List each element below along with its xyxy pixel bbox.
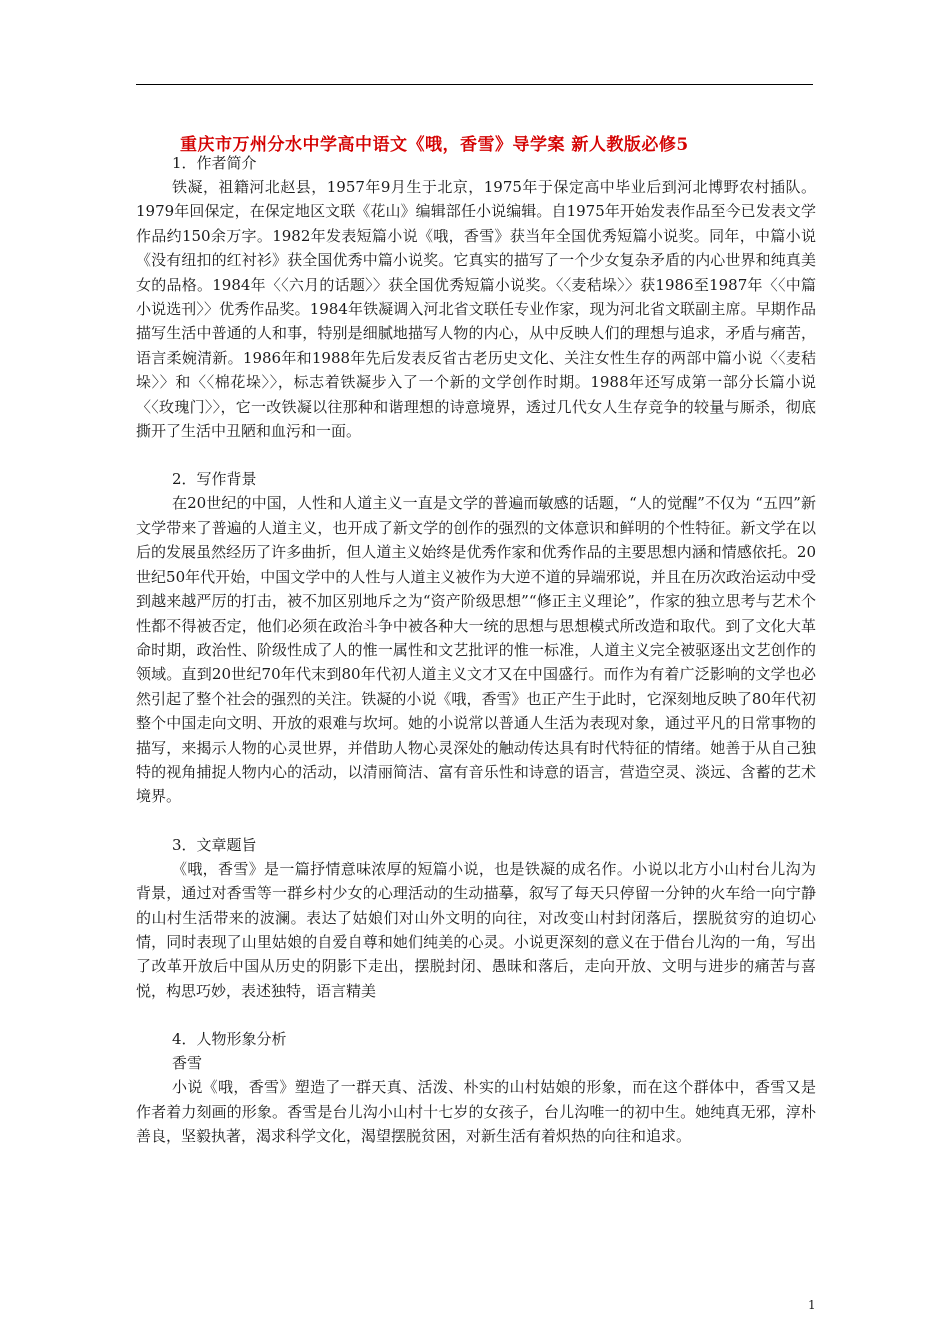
section-heading-background: 2．写作背景 <box>172 470 257 489</box>
paragraph-theme: 《哦，香雪》是一篇抒情意味浓厚的短篇小说，也是铁凝的成名作。小说以北方小山村台儿沟为背景，通过对香雪等一群乡村少女的心理活动的生动描摹，叙写了每天只停留一分钟的火车给一向宁静的山村生活带来的波澜。表达了姑娘们对山外文明的向往，对改变山村封闭落后，摆脱贫穷的迫切心情，同时表现了山里姑娘的自爱自尊和她们纯美的心灵。小说更深刻的意义在于借台儿沟的一角，写出了改革开放后中国从历史的阴影下走出，摆脱封闭、愚昧和落后，走向开放、文明与进步的痛苦与喜悦，构思巧妙，表述独特，语言精美 <box>136 859 816 1000</box>
section-heading-characters: 4．人物形象分析 <box>172 1030 287 1049</box>
document-title: 重庆市万州分水中学高中语文《哦，香雪》导学案 新人教版必修5 <box>180 135 689 155</box>
section-heading-author: 1．作者简介 <box>172 154 257 172</box>
header-rule <box>136 84 813 85</box>
paragraph-author-intro: 铁凝，祖籍河北赵县，1957年9月生于北京，1975年于保定高中毕业后到河北博野农村插队。1979年回保定，在保定地区文联《花山》编辑部任小说编辑。自1975年开始发表作品至今已发表文学作品约150余万字。1982年发表短篇小说《哦，香雪》获当年全国优秀短篇小说奖。同年，中篇小说《没有纽扣的红衬衫》获全国优秀中篇小说奖。它真实的描写了一个少女复杂矛盾的内心世界和纯真美女的品格。1984年〈〈六月的话题〉〉获全国优秀短篇小说奖。〈〈麦秸垛〉〉获1986至1987年〈〈中篇小说选刊〉〉优秀作品奖。1984年铁凝调入河北省文联任专业作家，现为河北省文联副主席。早期作品描写生活中普通的人和事，特别是细腻地描写人物的内心，从中反映人们的理想与追求，矛盾与痛苦，语言柔婉清新。1986年和1988年先后发表反省古老历史文化、关注女性生存的两部中篇小说〈〈麦秸垛〉〉和〈〈棉花垛〉〉，标志着铁凝步入了一个新的文学创作时期。1988年还写成第一部分长篇小说〈〈玫瑰门〉〉，它一改铁凝以往那种和谐理想的诗意境界，透过几代女人生存竞争的较量与厮杀，彻底撕开了生活中丑陋和血污和一面。 <box>136 178 816 441</box>
paragraph-characters: 小说《哦，香雪》塑造了一群天真、活泼、朴实的山村姑娘的形象，而在这个群体中，香雪又是作者着力刻画的形象。香雪是台儿沟小山村十七岁的女孩子，台儿沟唯一的初中生。她纯真无邪，淳朴善良，坚毅执著，渴求科学文化，渴望摆脱贫困，对新生活有着炽热的向往和追求。 <box>136 1078 816 1145</box>
page-number: 1 <box>808 1298 816 1312</box>
character-name-xiangxue: 香雪 <box>172 1054 203 1073</box>
section-heading-theme: 3．文章题旨 <box>172 835 257 854</box>
document-body <box>136 151 816 1148</box>
paragraph-background: 在20世纪的中国，人性和人道主义一直是文学的普遍而敏感的话题，“人的觉醒”不仅为 “五四”新文学带来了普遍的人道主义，也开成了新文学的创作的强烈的文体意识和鲜明的个性特征。新文学在以后的发展虽然经历了许多曲折，但人道主义始终是优秀作家和优秀作品的主要思想内涵和情感依托。20世纪50年代开始，中国文学中的人性与人道主义被作为大逆不道的异端邪说，并且在历次政治运动中受到越来越严厉的打击，被不加区别地斥之为“资产阶级思想”“修正主义理论”，作家的独立思考与艺术个性都不得被否定，他们必须在政治斗争中被各种大一统的思想与思想模式所改造和取代。到了文化大革命时期，政治性、阶级性成了人的惟一属性和文艺批评的惟一标准，人道主义完全被驱逐出文艺创作的领域。直到20世纪70年代末到80年代初人道主义文才又在中国盛行。而作为有着广泛影响的文学也必然引起了整个社会的强烈的关注。铁凝的小说《哦，香雪》也正产生于此时，它深刻地反映了80年代初整个中国走向文明、开放的艰难与坎坷。她的小说常以普通人生活为表现对象，通过平凡的日常事物的描写，来揭示人物的心灵世界，并借助人物心灵深处的触动传达具有时代特征的情绪。她善于从自己独特的视角捕捉人物内心的活动，以清丽简洁、富有音乐性和诗意的语言，营造空灵、淡远、含蓄的艺术境界。 <box>136 494 816 806</box>
